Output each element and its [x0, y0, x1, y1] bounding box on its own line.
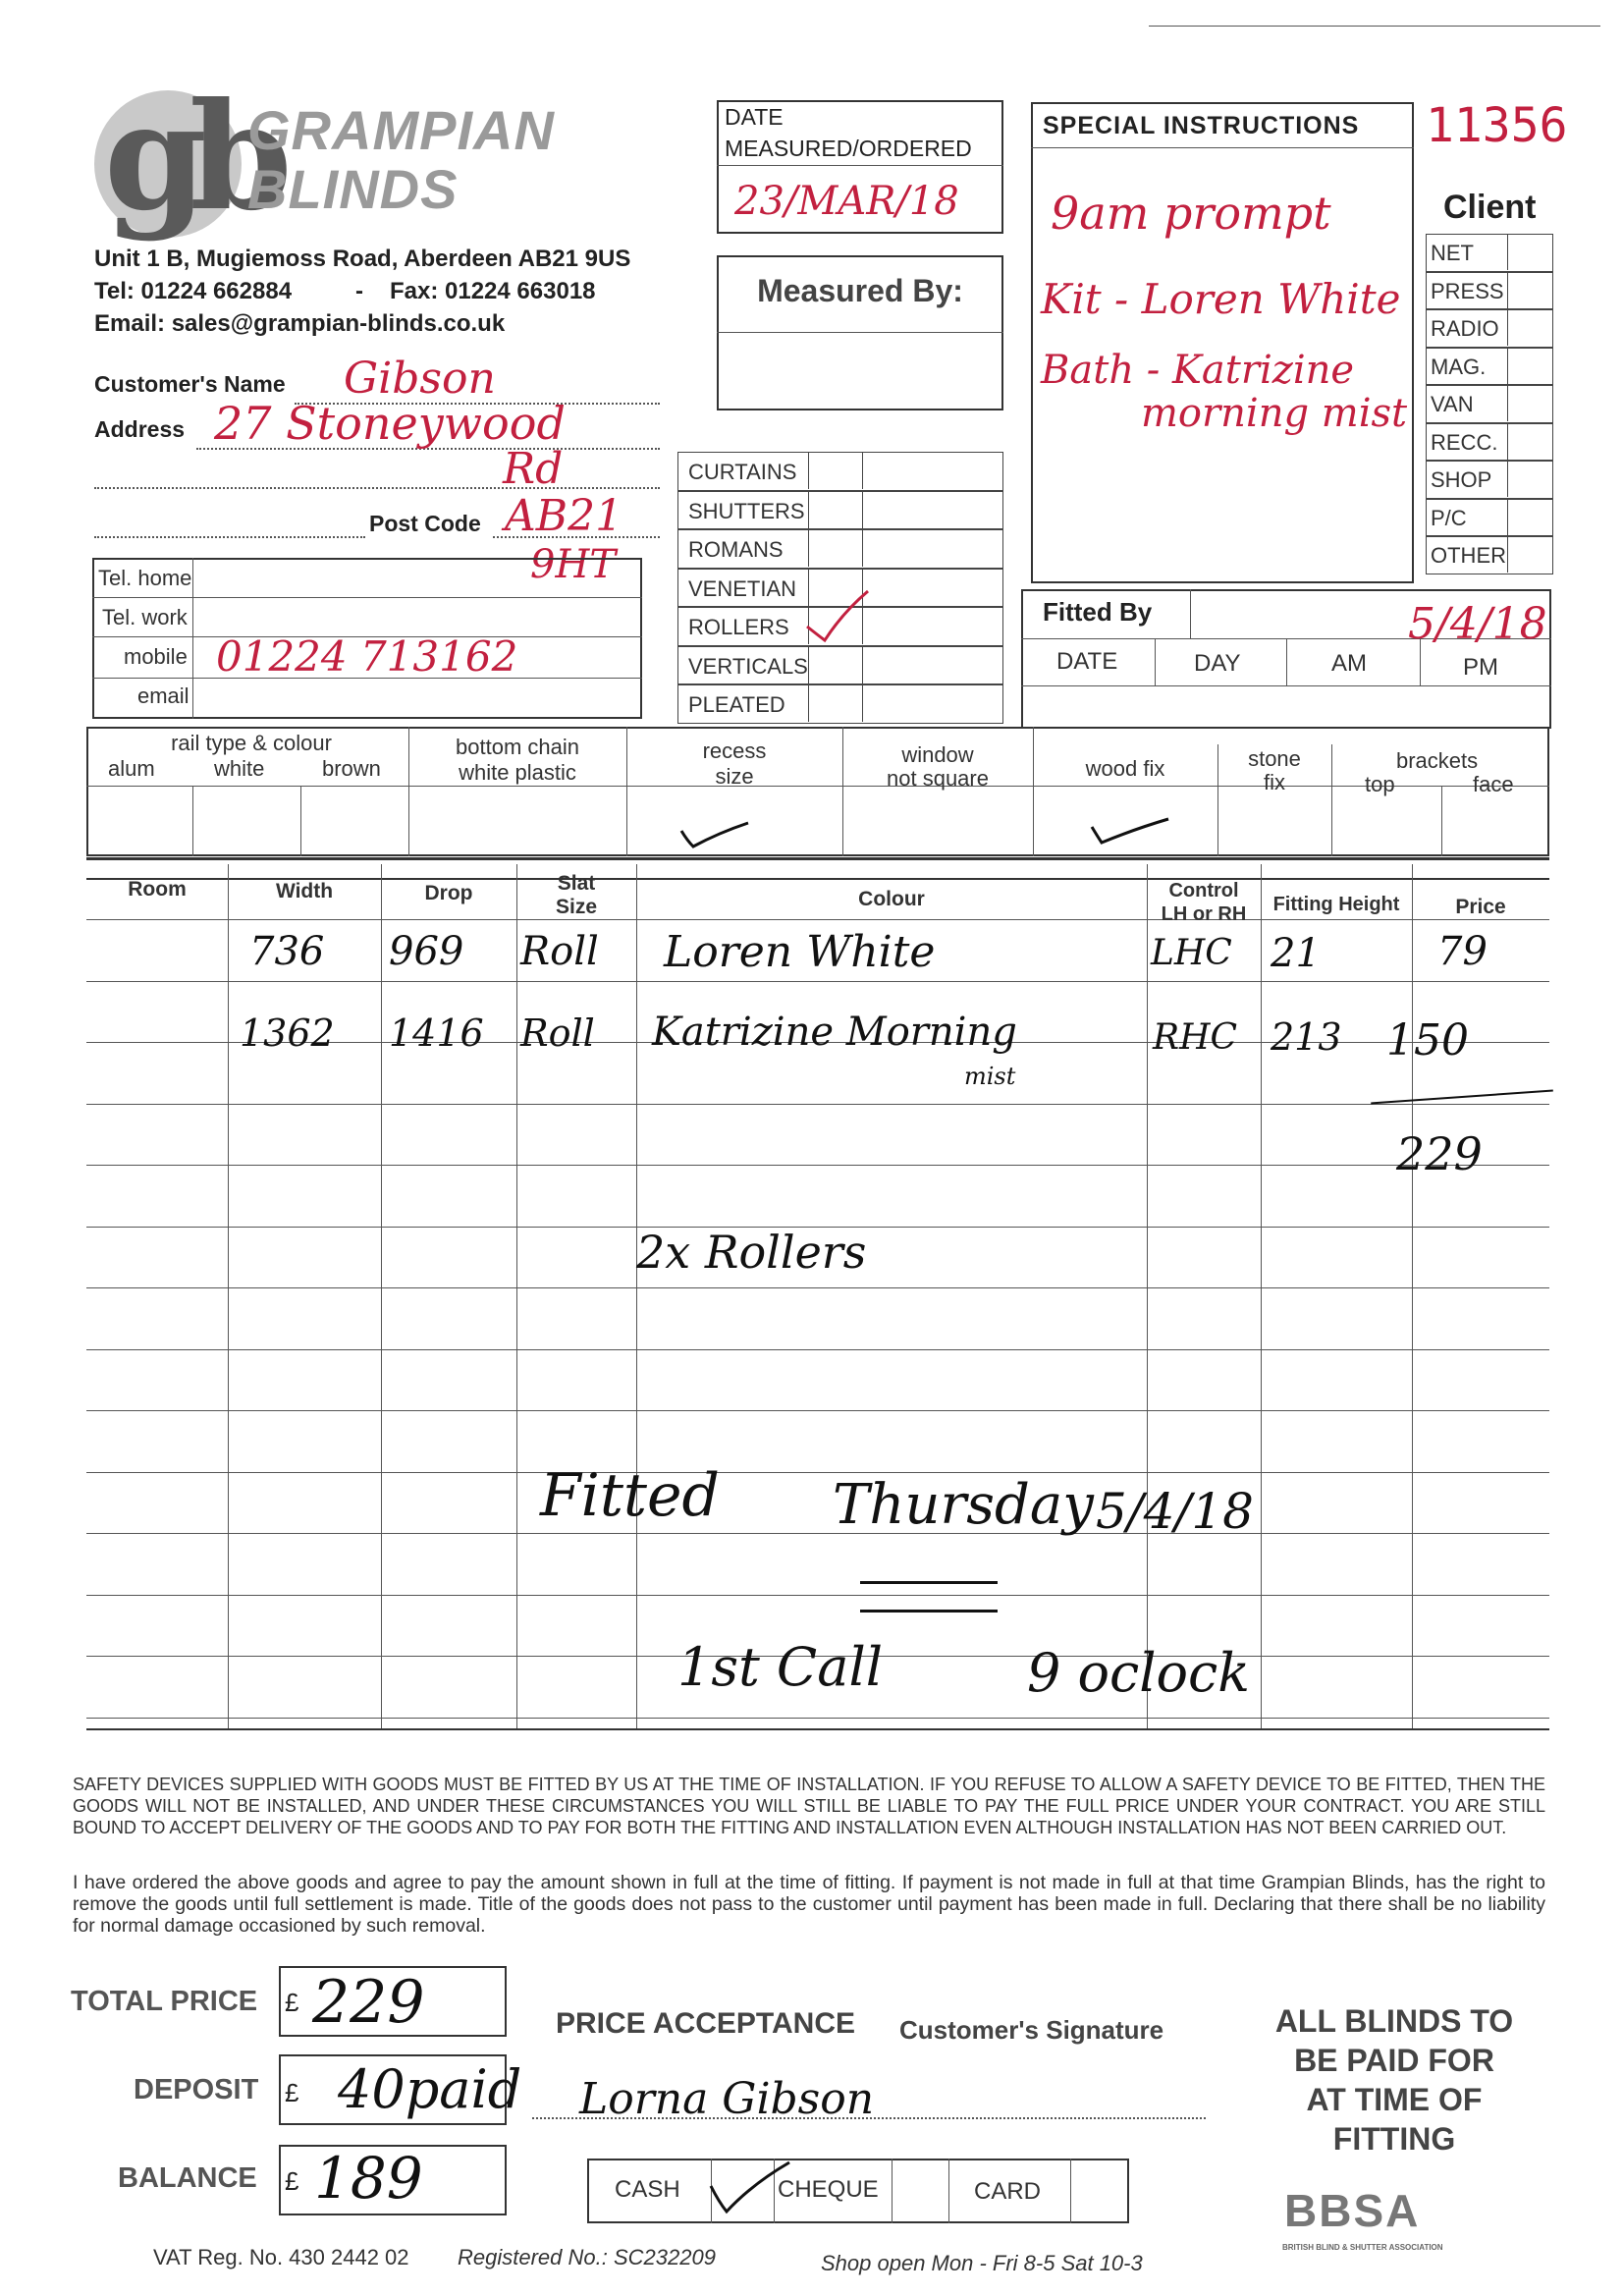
recess-size-tick	[676, 805, 754, 850]
product-type-label: CURTAINS	[688, 460, 797, 484]
col-slat-1: Slat	[557, 872, 596, 895]
instruction-line-4: morning mist	[1141, 391, 1408, 436]
fitted-am-label: AM	[1331, 650, 1367, 677]
instruction-line-2: Kit - Loren White	[1041, 275, 1401, 323]
client-source-checkbox[interactable]	[1507, 235, 1553, 270]
fitted-date-value: 5/4/18	[1408, 599, 1547, 649]
bbsa-caption: BRITISH BLIND & SHUTTER ASSOCIATION	[1282, 2243, 1443, 2252]
note-nine-oclock: 9 oclock	[1027, 1642, 1251, 1704]
client-source-row	[1426, 461, 1553, 499]
table-row-line	[86, 1287, 1549, 1288]
bbsa-logo: BBSA	[1284, 2185, 1421, 2236]
col-slat-2: Size	[555, 896, 598, 918]
deposit-label: DEPOSIT	[134, 2074, 259, 2105]
row1-drop: 969	[389, 929, 464, 974]
date-measured-label-1: DATE	[725, 104, 784, 130]
client-source-label: OTHER	[1431, 543, 1506, 568]
row2-price: 150	[1386, 1015, 1469, 1066]
table-bottom-rule	[86, 1728, 1549, 1730]
table-row-line	[86, 1533, 1549, 1534]
client-source-label: RADIO	[1431, 316, 1499, 341]
col-control-1: Control	[1168, 880, 1239, 902]
product-type-label: ROMANS	[688, 537, 784, 562]
row2-drop: 1416	[389, 1011, 484, 1055]
address-label: Address	[94, 416, 186, 442]
product-type-checkbox[interactable]	[808, 530, 863, 567]
client-source-checkbox[interactable]	[1507, 386, 1553, 421]
col-control-2: LH or RH	[1161, 903, 1247, 925]
product-type-checkbox[interactable]	[808, 685, 863, 722]
customer-signature: Lorna Gibson	[579, 2074, 875, 2124]
postcode-label: Post Code	[369, 511, 481, 536]
mobile-label: mobile	[124, 644, 188, 669]
fitted-date-label: DATE	[1056, 648, 1118, 675]
company-tel: Tel: 01224 662884	[94, 278, 293, 304]
table-row-line	[86, 1104, 1549, 1105]
product-type-label: SHUTTERS	[688, 498, 805, 523]
tel-work-label: Tel. work	[102, 605, 188, 629]
chain-line-1: bottom chain	[456, 735, 579, 759]
stone-line-1: stone	[1248, 746, 1301, 771]
product-type-row	[677, 646, 1003, 685]
client-source-row	[1426, 423, 1553, 462]
product-type-checkbox[interactable]	[808, 647, 863, 683]
client-source-checkbox[interactable]	[1507, 462, 1553, 497]
brackets-top: top	[1365, 772, 1395, 796]
wood-fix-label: wood fix	[1085, 756, 1165, 781]
client-source-checkbox[interactable]	[1507, 310, 1553, 346]
client-source-label: SHOP	[1431, 467, 1492, 492]
col-drop: Drop	[424, 882, 473, 904]
date-measured-value: 23/MAR/18	[734, 179, 959, 224]
rail-alum: alum	[108, 756, 155, 781]
stone-line-2: fix	[1264, 770, 1285, 794]
client-source-row	[1426, 348, 1553, 386]
notice-line-3: AT TIME OF	[1306, 2082, 1483, 2117]
row2-colour-extra: mist	[964, 1063, 1016, 1090]
terms-payment: I have ordered the above goods and agree to pay the amount shown in full at the time of fitting. If payment is not made in full at that time Grampian Blinds, has the right to remove the goods until full settlement is made. Title of the goods does not pass to the customer until payment has been made in full. Declaring that there shall be no liability for normal damage occasioned by such removal.	[73, 1872, 1545, 1937]
price-sum-rule	[1371, 1090, 1553, 1105]
fitted-pm-label: PM	[1463, 654, 1498, 681]
postcode-line-1: AB21	[505, 491, 623, 541]
table-top-rule	[86, 857, 1549, 860]
address-line-2: Rd	[503, 444, 564, 494]
table-row-line	[86, 1718, 1549, 1719]
measured-by-label: Measured By:	[757, 273, 963, 308]
balance-label: BALANCE	[118, 2162, 257, 2194]
rail-brown: brown	[322, 756, 381, 781]
note-thursday: Thursday	[833, 1473, 1094, 1537]
client-source-row	[1426, 499, 1553, 537]
recess-line-2: size	[715, 764, 754, 789]
postcode-line-2: 9HT	[530, 542, 617, 587]
row2-width: 1362	[240, 1011, 335, 1055]
row1-slat: Roll	[520, 929, 599, 974]
client-source-label: VAN	[1431, 392, 1474, 416]
client-source-checkbox[interactable]	[1507, 500, 1553, 535]
client-source-row	[1426, 234, 1553, 272]
fitted-day-label: DAY	[1194, 650, 1241, 677]
product-type-label: PLEATED	[688, 692, 785, 717]
company-address: Unit 1 B, Mugiemoss Road, Aberdeen AB21 9US	[94, 246, 631, 272]
row1-price: 79	[1437, 929, 1488, 974]
note-fitted: Fitted	[540, 1461, 720, 1530]
product-type-label: VERTICALS	[688, 653, 808, 679]
email-label: email	[137, 683, 189, 708]
company-dash: -	[355, 278, 363, 304]
total-price-label: TOTAL PRICE	[71, 1986, 258, 2017]
rail-label: rail type & colour	[171, 731, 332, 755]
signature-label: Customer's Signature	[899, 2015, 1164, 2045]
product-type-label: VENETIAN	[688, 575, 797, 601]
col-room: Room	[128, 878, 187, 901]
order-number: 11356	[1426, 98, 1568, 153]
cash-tick	[705, 2157, 793, 2215]
notice-line-4: FITTING	[1332, 2121, 1456, 2157]
note-rollers: 2x Rollers	[636, 1226, 867, 1279]
client-source-row	[1426, 536, 1553, 574]
client-source-label: RECC.	[1431, 429, 1498, 455]
client-source-checkbox[interactable]	[1507, 273, 1553, 308]
col-price: Price	[1455, 896, 1506, 918]
client-label: Client	[1443, 189, 1537, 226]
fitted-by-label: Fitted By	[1043, 597, 1153, 627]
client-source-row	[1426, 272, 1553, 310]
price-total-handwritten: 229	[1396, 1127, 1483, 1180]
deposit-currency: £	[285, 2078, 299, 2107]
client-source-row	[1426, 309, 1553, 348]
product-type-row	[677, 529, 1003, 569]
footer-registered: Registered No.: SC232209	[458, 2245, 716, 2269]
window-line-2: not square	[887, 766, 989, 791]
col-fitting-height: Fitting Height	[1272, 894, 1400, 915]
mobile-value: 01224 713162	[216, 632, 518, 681]
col-width: Width	[275, 880, 334, 902]
special-instructions-label: SPECIAL INSTRUCTIONS	[1043, 112, 1360, 139]
terms-safety: SAFETY DEVICES SUPPLIED WITH GOODS MUST BE FITTED BY US AT THE TIME OF INSTALLATION. IF YOU REFUSE TO ALLOW A SAFETY DEVICE TO BE FITTED, THEN THE GOODS WILL NOT BE INSTALLED, AND UNDER THESE CIRCUMSTANCES YOU WILL STILL BE LIABLE TO PAY THE FULL PRICE UNDER YOUR CONTRACT. YOU ARE STILL BOUND TO ACCEPT DELIVERY OF THE GOODS AND TO PAY FOR BOTH THE FITTING AND INSTALLATION EVEN ALTHOUGH INSTALLATION HAS NOT BEEN CARRIED OUT.	[73, 1775, 1545, 1837]
row1-width: 736	[249, 929, 325, 974]
client-source-label: PRESS	[1431, 278, 1504, 303]
table-row-line	[86, 1595, 1549, 1596]
footer-shop: Shop open Mon - Fri 8-5 Sat 10-3	[821, 2251, 1143, 2275]
row1-control: LHC	[1151, 933, 1232, 973]
payment-cash: CASH	[615, 2176, 680, 2203]
col-colour: Colour	[858, 888, 925, 910]
top-edge-line	[1149, 26, 1600, 27]
notice-line-1: ALL BLINDS TO	[1274, 2003, 1514, 2039]
instruction-line-3: Bath - Katrizine	[1041, 348, 1355, 393]
company-name-line1: GRAMPIAN	[247, 99, 555, 161]
rail-white: white	[214, 756, 265, 781]
rollers-tick	[803, 587, 872, 646]
company-fax: Fax: 01224 663018	[390, 278, 596, 304]
customer-name-label: Customer's Name	[94, 371, 286, 397]
row2-control: RHC	[1153, 1017, 1238, 1058]
wood-fix-tick	[1086, 807, 1174, 847]
product-type-checkbox[interactable]	[808, 453, 863, 489]
table-row-line	[86, 1472, 1549, 1473]
product-type-checkbox[interactable]	[808, 492, 863, 528]
tel-home-label: Tel. home	[98, 566, 192, 590]
company-email: Email: sales@grampian-blinds.co.uk	[94, 310, 506, 337]
client-source-row	[1426, 385, 1553, 423]
balance-value: 189	[314, 2145, 423, 2212]
product-type-label: ROLLERS	[688, 615, 789, 639]
table-row-line	[86, 919, 1549, 920]
table-row-line	[86, 1349, 1549, 1350]
instruction-line-1: 9am prompt	[1051, 187, 1331, 240]
recess-line-1: recess	[702, 738, 767, 763]
window-line-1: window	[901, 742, 974, 767]
client-source-checkbox[interactable]	[1507, 349, 1553, 384]
total-price-value: 229	[312, 1968, 425, 2037]
row2-fitting-height: 213	[1271, 1015, 1342, 1059]
brackets-face: face	[1473, 772, 1514, 796]
product-type-row	[677, 452, 1003, 491]
product-type-row	[677, 684, 1003, 724]
chain-line-2: white plastic	[459, 760, 576, 785]
table-row-line	[86, 1165, 1549, 1166]
row1-colour: Loren White	[664, 927, 936, 977]
client-source-checkbox[interactable]	[1507, 424, 1553, 460]
note-first-call: 1st Call	[677, 1636, 883, 1698]
payment-card: CARD	[974, 2178, 1042, 2205]
note-date: 5/4/18	[1096, 1483, 1254, 1540]
client-source-checkbox[interactable]	[1507, 537, 1553, 573]
brackets-label: brackets	[1396, 748, 1479, 773]
notice-line-2: BE PAID FOR	[1294, 2043, 1494, 2078]
footer-vat: VAT Reg. No. 430 2442 02	[153, 2245, 409, 2269]
table-row-line	[86, 1410, 1549, 1411]
date-measured-label-2: MEASURED/ORDERED	[725, 136, 972, 161]
payment-cheque: CHEQUE	[778, 2176, 879, 2203]
client-source-label: NET	[1431, 241, 1474, 265]
client-source-label: P/C	[1431, 505, 1467, 530]
deposit-value: 40paid	[338, 2058, 522, 2120]
row1-fitting-height: 21	[1271, 931, 1321, 976]
table-row-line	[86, 981, 1549, 982]
balance-currency: £	[285, 2166, 299, 2196]
company-name-line2: BLINDS	[247, 158, 459, 220]
logo-mark: gb	[104, 71, 275, 244]
note-scribble	[860, 1581, 998, 1613]
client-source-label: MAG.	[1431, 354, 1487, 379]
total-currency: £	[285, 1988, 299, 2017]
company-logo	[94, 71, 275, 244]
address-line-1: 27 Stoneywood	[214, 397, 566, 450]
product-type-row	[677, 491, 1003, 530]
customer-name: Gibson	[344, 354, 496, 404]
row2-slat: Roll	[520, 1011, 595, 1055]
special-instructions-box	[1031, 102, 1414, 583]
row2-colour: Katrizine Morning	[652, 1010, 1017, 1055]
price-acceptance-label: PRICE ACCEPTANCE	[556, 2007, 856, 2040]
